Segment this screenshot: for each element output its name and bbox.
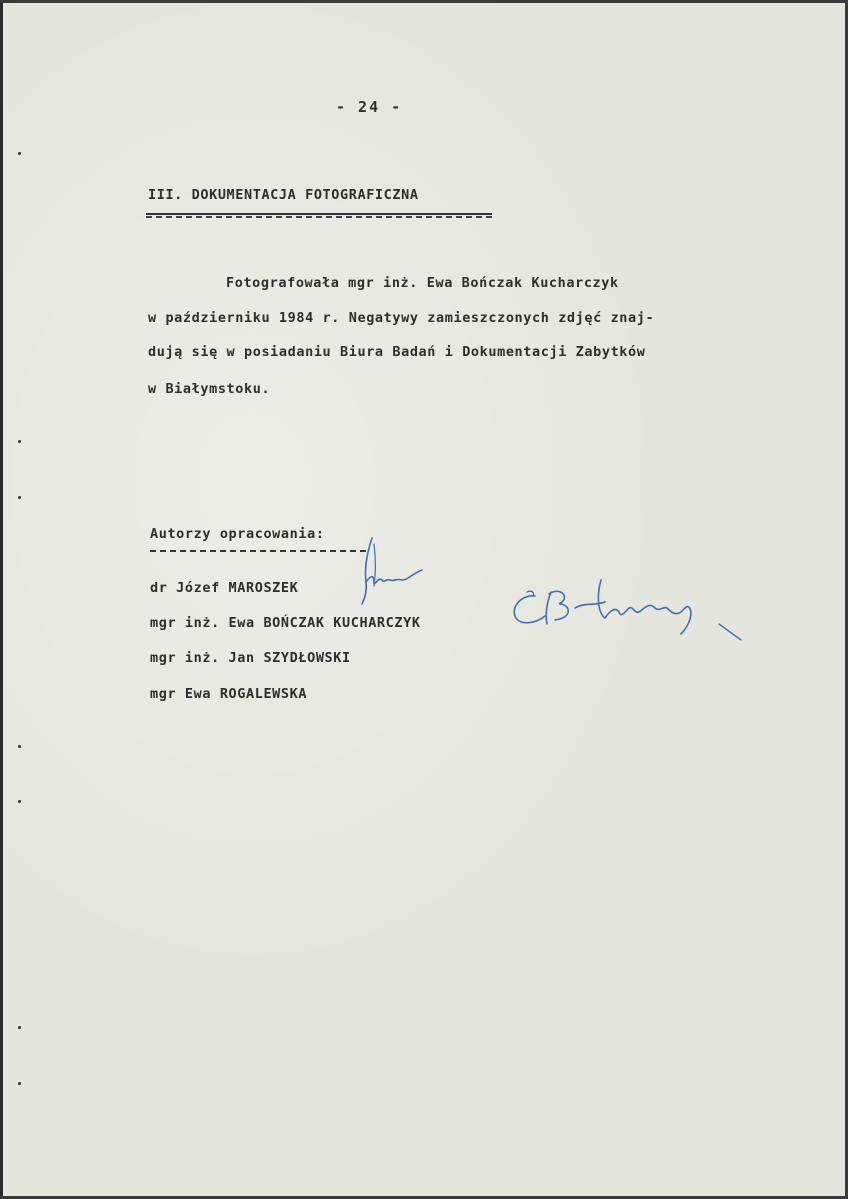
author-name: mgr Ewa ROGALEWSKA xyxy=(150,686,308,702)
author-name: mgr inż. Ewa BOŃCZAK KUCHARCZYK xyxy=(150,615,421,631)
heading-underline xyxy=(146,213,492,218)
margin-mark xyxy=(18,1026,21,1029)
margin-mark xyxy=(18,152,21,155)
paragraph-line: w październiku 1984 r. Negatywy zamieszczonych zdjęć znaj- xyxy=(148,310,655,326)
paragraph-line: dują się w posiadaniu Biura Badań i Dokumentacji Zabytków xyxy=(148,344,646,360)
margin-mark xyxy=(18,745,21,748)
authors-heading: Autorzy opracowania: xyxy=(150,526,325,542)
signature-maroszek xyxy=(350,530,430,610)
paragraph-line: Fotografowała mgr inż. Ewa Bończak Kucharczyk xyxy=(226,275,619,291)
author-name: mgr inż. Jan SZYDŁOWSKI xyxy=(150,650,351,666)
margin-mark xyxy=(18,440,21,443)
section-heading: III. DOKUMENTACJA FOTOGRAFICZNA xyxy=(148,187,419,203)
signature-bonczak xyxy=(505,572,750,647)
scan-edge-top xyxy=(0,0,848,3)
margin-mark xyxy=(18,1082,21,1085)
scan-edge-left xyxy=(0,0,3,1199)
paragraph-line: w Białymstoku. xyxy=(148,381,271,397)
margin-mark xyxy=(18,496,21,499)
authors-underline xyxy=(150,550,366,554)
page-number: - 24 - xyxy=(336,98,403,116)
author-name: dr Józef MAROSZEK xyxy=(150,580,299,596)
margin-mark xyxy=(18,800,21,803)
